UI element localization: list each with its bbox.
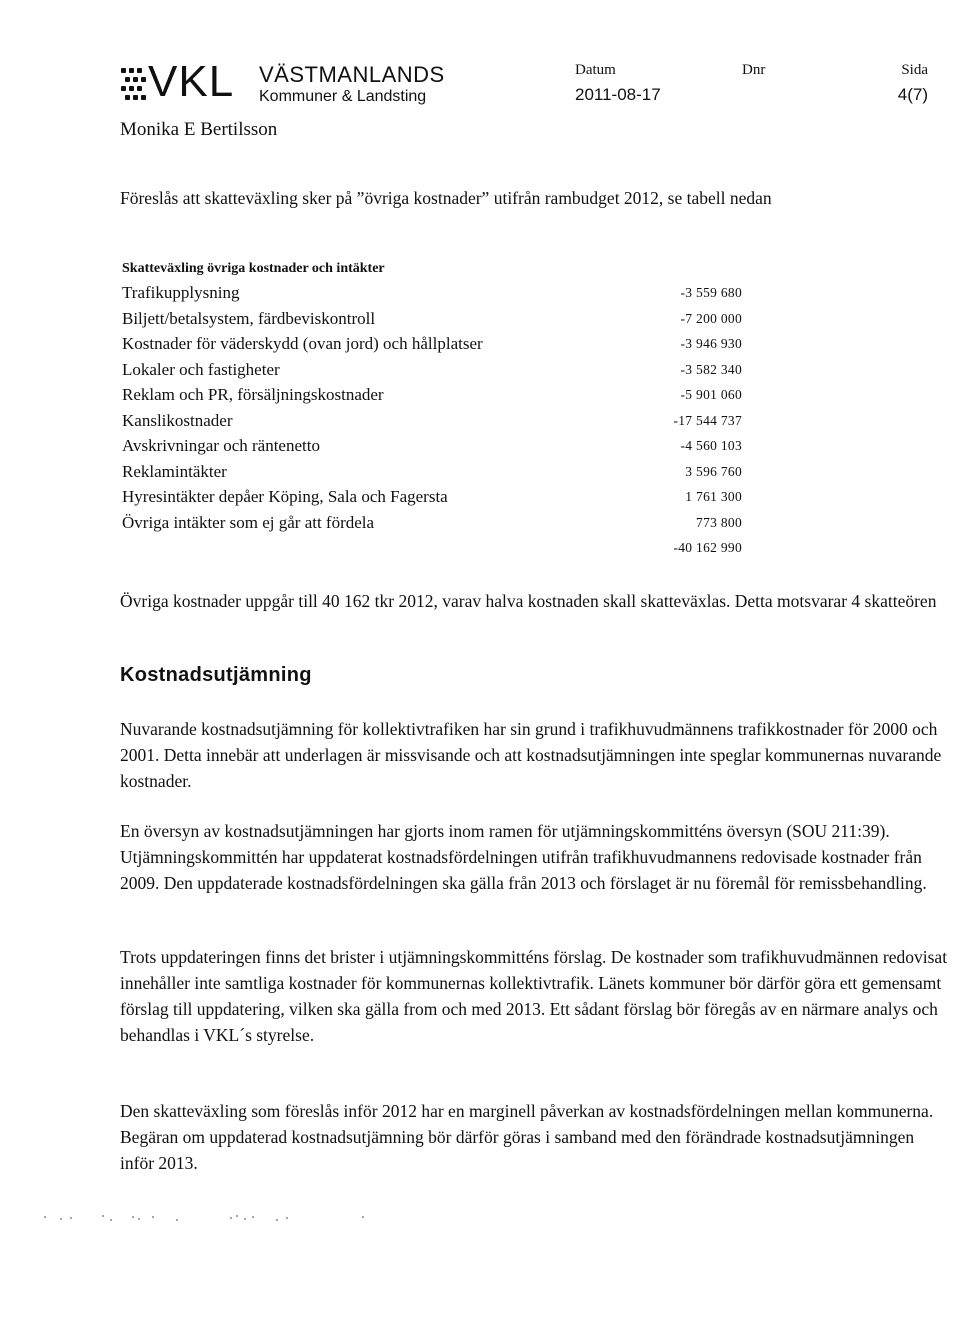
row-label: Biljett/betalsystem, färdbeviskontroll bbox=[122, 308, 376, 328]
row-label: Övriga intäkter som ej går att fördela bbox=[122, 512, 375, 532]
intro-paragraph: Föreslås att skatteväxling sker på ”övriga kostnader” utifrån rambudget 2012, se tabell nedan bbox=[120, 188, 772, 208]
cost-table bbox=[122, 260, 742, 561]
row-value: -4 560 103 bbox=[680, 438, 742, 453]
table-row bbox=[122, 408, 742, 434]
table-row bbox=[122, 510, 742, 536]
logo-mark: VKL bbox=[148, 57, 235, 106]
row-value: -3 946 930 bbox=[680, 336, 742, 351]
row-label: Kostnader för väderskydd (ovan jord) och hållplatser bbox=[122, 334, 483, 353]
table-title: Skatteväxling övriga kostnader och intäkter bbox=[122, 261, 385, 276]
body-paragraph-2: En översyn av kostnadsutjämningen har gjorts inom ramen för utjämningskommitténs översyn (SOU 211:39). Utjämningskommittén har uppdaterat kostnadsfördelningen utifrån trafikhuvudmannens redovisade kostnader från 2009. Den uppdaterade kostnadsfördelningen ska gälla från 2013 och förslaget är nu föremål för remissbehandling. bbox=[120, 821, 927, 893]
row-label: Trafikupplysning bbox=[122, 283, 240, 302]
table-row bbox=[122, 484, 742, 510]
table-row bbox=[122, 280, 742, 306]
total-value: -40 162 990 bbox=[673, 540, 742, 555]
section-heading: Kostnadsutjämning bbox=[120, 664, 312, 686]
logo-organization-subtitle: Kommuner & Landsting bbox=[259, 88, 427, 105]
row-value: -7 200 000 bbox=[680, 310, 742, 326]
row-label: Reklamintäkter bbox=[122, 461, 227, 481]
row-value: 1 761 300 bbox=[685, 489, 742, 504]
page-number-block bbox=[898, 62, 928, 106]
logo-dots-icon bbox=[118, 64, 152, 104]
table-row bbox=[122, 306, 742, 332]
table-row bbox=[122, 382, 742, 408]
date-block bbox=[575, 62, 661, 106]
row-label: Avskrivningar och räntenetto bbox=[122, 436, 320, 455]
row-label: Hyresintäkter depåer Köping, Sala och Fagersta bbox=[122, 487, 448, 506]
body-paragraph-1: Nuvarande kostnadsutjämning för kollektivtrafiken har sin grund i trafikhuvudmännens trafikkostnader för 2000 och 2001. Detta innebär att underlagen är missvisande och att kostnadsutjämningen inte speglar kommunernas nuvarande kostnader. bbox=[120, 719, 942, 791]
reference-number-block bbox=[742, 62, 765, 78]
table-row bbox=[122, 331, 742, 357]
date-label: Datum bbox=[575, 62, 616, 78]
date-value: 2011-08-17 bbox=[575, 85, 661, 104]
row-value: -17 544 737 bbox=[673, 412, 742, 428]
body-paragraph-3: Trots uppdateringen finns det brister i utjämningskommitténs förslag. De kostnader som trafikhuvudmännen redovisat innehåller inte samtliga kostnader för kommunernas kollektivtrafik. Länets kommuner bör därför göra ett gemensamt förslag till uppdatering, vilken ska gälla from och med 2013. Ett sådant förslag bör föregås av en närmare analys och behandlas i VKL´s styrelse. bbox=[120, 947, 948, 1045]
summary-paragraph: Övriga kostnader uppgår till 40 162 tkr 2012, varav halva kostnaden skall skatteväxlas. Detta motsvarar 4 skatteören bbox=[120, 591, 937, 611]
page-number-value: 4(7) bbox=[897, 85, 928, 104]
row-value: 773 800 bbox=[696, 514, 742, 530]
page-number-label: Sida bbox=[901, 62, 928, 78]
vkl-logo bbox=[118, 58, 458, 110]
table-row bbox=[122, 459, 742, 485]
table-total-row bbox=[122, 535, 742, 561]
row-value: -3 559 680 bbox=[680, 285, 742, 300]
row-label: Reklam och PR, försäljningskostnader bbox=[122, 385, 384, 404]
author-name: Monika E Bertilsson bbox=[120, 119, 278, 140]
row-value: -5 901 060 bbox=[680, 387, 742, 402]
scan-artifact bbox=[40, 1210, 370, 1224]
table-row bbox=[122, 357, 742, 383]
row-value: 3 596 760 bbox=[685, 463, 742, 479]
reference-number-label: Dnr bbox=[742, 62, 766, 78]
row-label: Kanslikostnader bbox=[122, 410, 233, 430]
table-row bbox=[122, 433, 742, 459]
row-value: -3 582 340 bbox=[680, 361, 742, 377]
logo-organization-name: VÄSTMANLANDS bbox=[259, 62, 445, 87]
row-label: Lokaler och fastigheter bbox=[122, 359, 280, 379]
body-paragraph-4: Den skatteväxling som föreslås inför 2012 har en marginell påverkan av kostnadsfördelningen mellan kommunerna. Begäran om uppdaterad kostnadsutjämning bör därför göras i samband med den förändrade kostnadsutjämningen inför 2013. bbox=[120, 1101, 934, 1173]
